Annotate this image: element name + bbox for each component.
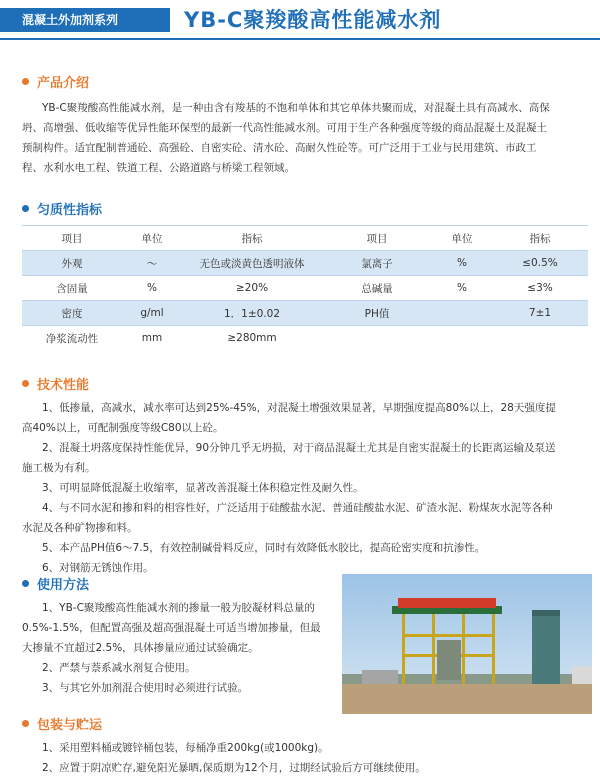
tech-list (22, 398, 588, 578)
column-header: 项目 (22, 226, 122, 251)
list-item: 水泥及各种矿物掺和料。 (22, 522, 138, 534)
table-cell: 1．1±0.02 (182, 301, 322, 326)
table-cell: ≤3% (492, 276, 588, 301)
table-cell (492, 326, 588, 351)
intro-line: YB-C聚羧酸高性能减水剂，是一种由含有羧基的不饱和单体和其它单体共聚而成，对混凝土具有高减水、高保 (42, 102, 550, 114)
list-item: 大掺量不宜超过2.5%，具体掺量应通过试验确定。 (22, 642, 259, 654)
list-item: 1、低掺量，高减水，减水率可达到25%-45%，对混凝土增强效果显著，早期强度提高80%以上，28天强度提 (42, 402, 556, 414)
table-row (22, 276, 588, 301)
table-cell: ≥280mm (182, 326, 322, 351)
table-row (22, 301, 588, 326)
table-header-row (22, 226, 588, 251)
list-item: 0.5%-1.5%，但配置高强及超高强混凝土可适当增加掺量，但最 (22, 622, 321, 634)
dot-bullet-icon (22, 380, 29, 387)
list-item: 1、采用塑料桶或镀锌桶包装，每桶净重200kg(或1000kg)。 (42, 742, 329, 754)
table-cell: g/ml (122, 301, 182, 326)
spec-heading (22, 199, 102, 217)
table-cell: 无色或淡黄色透明液体 (182, 251, 322, 276)
list-item: 2、混凝土坍落度保持性能优异，90分钟几乎无坍损，对于商品混凝土尤其是自密实混凝土的长距离运输及泵送 (42, 442, 556, 454)
dot-bullet-icon (22, 580, 29, 587)
intro-line: 程、水利水电工程、铁道工程、公路道路与桥梁工程领域。 (22, 162, 295, 174)
list-item: 施工极为有利。 (22, 462, 96, 474)
pack-list (22, 738, 588, 778)
table-cell: % (122, 276, 182, 301)
table-cell (322, 326, 432, 351)
list-item: 3、与其它外加剂混合使用时必须进行试验。 (42, 682, 249, 694)
pack-title: 包装与贮运 (37, 717, 103, 733)
table-cell (432, 326, 492, 351)
table-cell: % (432, 251, 492, 276)
table-cell: PH值 (322, 301, 432, 326)
construction-site-photo (342, 574, 592, 714)
table-row (22, 326, 588, 351)
spec-table (22, 225, 588, 351)
table-cell: 净浆流动性 (22, 326, 122, 351)
table-row (22, 251, 588, 276)
table-cell: 总碱量 (322, 276, 432, 301)
tech-title: 技术性能 (37, 377, 90, 393)
dot-bullet-icon (22, 205, 29, 212)
table-cell: ≤0.5% (492, 251, 588, 276)
dot-bullet-icon (22, 78, 29, 85)
intro-heading (22, 72, 89, 90)
table-cell: ≥20% (182, 276, 322, 301)
intro-title: 产品介绍 (37, 75, 90, 91)
dot-bullet-icon (22, 720, 29, 727)
series-label: 混凝土外加剂系列 (0, 8, 170, 32)
table-cell (432, 301, 492, 326)
column-header: 单位 (432, 226, 492, 251)
spec-title: 匀质性指标 (37, 202, 103, 218)
pack-heading (22, 714, 102, 732)
table-cell: % (432, 276, 492, 301)
list-item: 6、对钢筋无锈蚀作用。 (42, 562, 154, 574)
list-item: 5、本产品PH值6～7.5，有效控制碱骨料反应，同时有效降低水胶比，提高砼密实度和抗渗性。 (42, 542, 486, 554)
intro-line: 坍、高增强、低收缩等优异性能环保型的最新一代高性能减水剂。可用于生产各种强度等级的商品混凝土及混凝土 (22, 122, 547, 134)
table-cell: 含固量 (22, 276, 122, 301)
table-cell: 外观 (22, 251, 122, 276)
list-item: 3、可明显降低混凝土收缩率，显著改善混凝土体积稳定性及耐久性。 (42, 482, 364, 494)
tech-heading (22, 374, 89, 392)
usage-list (22, 598, 342, 698)
column-header: 单位 (122, 226, 182, 251)
list-item: 高40%以上，可配制强度等级C80以上砼。 (22, 422, 224, 434)
list-item: 2、应置于阴凉贮存,避免阳光暴晒,保质期为12个月，过期经试验后方可继续使用。 (42, 762, 426, 774)
concrete-plant-image (342, 574, 592, 714)
usage-heading (22, 574, 89, 592)
table-cell: 氯离子 (322, 251, 432, 276)
intro-text (22, 98, 592, 178)
list-item: 1、YB-C聚羧酸高性能减水剂的掺量一般为胶凝材料总量的 (42, 602, 315, 614)
column-header: 项目 (322, 226, 432, 251)
table-cell: mm (122, 326, 182, 351)
list-item: 2、严禁与萘系减水剂复合使用。 (42, 662, 196, 674)
column-header: 指标 (492, 226, 588, 251)
page-header (0, 0, 600, 40)
list-item: 4、与不同水泥和掺和料的相容性好，广泛适用于硅酸盐水泥、普通硅酸盐水泥、矿渣水泥、粉煤灰水泥等各种 (42, 502, 553, 514)
intro-line: 预制构件。适宜配制普通砼、高强砼、自密实砼、清水砼、高耐久性砼等。可广泛用于工业与民用建筑、市政工 (22, 142, 537, 154)
page-title: YB-C聚羧酸高性能减水剂 (184, 8, 442, 32)
table-cell: 7±1 (492, 301, 588, 326)
table-cell: 密度 (22, 301, 122, 326)
column-header: 指标 (182, 226, 322, 251)
header-divider (0, 38, 600, 40)
usage-title: 使用方法 (37, 577, 90, 593)
table-cell: ～ (122, 251, 182, 276)
